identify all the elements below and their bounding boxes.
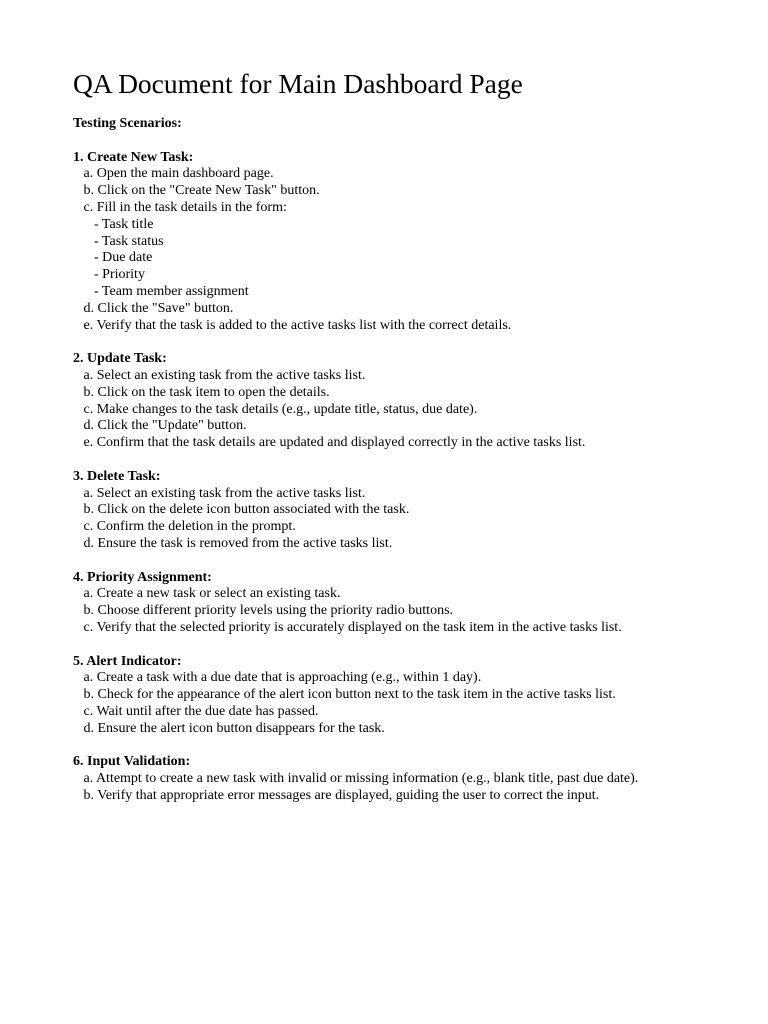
text-line: d. Ensure the task is removed from the active tasks list. (73, 535, 393, 551)
text-line: a. Select an existing task from the active tasks list. (73, 485, 366, 501)
text-line: c. Verify that the selected priority is accurately displayed on the task item in the active tasks list. (73, 619, 622, 635)
text-line: - Priority (73, 267, 145, 283)
text-line: a. Create a task with a due date that is approaching (e.g., within 1 day). (73, 670, 482, 686)
text-line: - Team member assignment (73, 283, 249, 299)
text-line: a. Open the main dashboard page. (73, 166, 274, 182)
blank-line (73, 334, 713, 351)
text-line: e. Verify that the task is added to the active tasks list with the correct details. (73, 317, 512, 333)
text-line: d. Click the "Save" button. (73, 300, 234, 316)
text-line: - Task title (73, 216, 154, 232)
text-line: a. Select an existing task from the active tasks list. (73, 367, 366, 383)
text-line: a. Attempt to create a new task with invalid or missing information (e.g., blank title, past due date). (73, 771, 639, 787)
document-body (73, 116, 713, 805)
section-heading: 3. Delete Task: (73, 468, 161, 484)
text-line: e. Confirm that the task details are updated and displayed correctly in the active tasks list. (73, 435, 586, 451)
section-heading: 4. Priority Assignment: (73, 569, 212, 585)
section-heading: 6. Input Validation: (73, 754, 191, 770)
text-line: b. Check for the appearance of the alert icon button next to the task item in the active tasks list. (73, 687, 616, 703)
section-heading: 5. Alert Indicator: (73, 653, 182, 669)
text-line: b. Click on the delete icon button associated with the task. (73, 502, 410, 518)
text-line: c. Wait until after the due date has passed. (73, 703, 319, 719)
text-line: - Task status (73, 233, 164, 249)
page-title: QA Document for Main Dashboard Page (73, 68, 523, 99)
text-line: a. Create a new task or select an existing task. (73, 586, 341, 602)
text-line: c. Fill in the task details in the form: (73, 199, 287, 215)
section-heading: Testing Scenarios: (73, 116, 182, 131)
text-line: c. Make changes to the task details (e.g., update title, status, due date). (73, 401, 478, 417)
text-line: b. Verify that appropriate error messages are displayed, guiding the user to correct the input. (73, 787, 600, 803)
text-line: b. Choose different priority levels using the priority radio buttons. (73, 603, 454, 619)
blank-line (73, 737, 713, 754)
blank-line (73, 452, 713, 469)
text-line: b. Click on the "Create New Task" button. (73, 183, 320, 199)
document-page (73, 66, 713, 805)
text-line: - Due date (73, 250, 153, 266)
blank-line (73, 133, 713, 150)
text-line: c. Confirm the deletion in the prompt. (73, 519, 296, 535)
text-line: d. Ensure the alert icon button disappears for the task. (73, 720, 385, 736)
text-line: b. Click on the task item to open the details. (73, 384, 330, 400)
section-heading: 1. Create New Task: (73, 149, 194, 165)
blank-line (73, 637, 713, 654)
section-heading: 2. Update Task: (73, 351, 167, 367)
text-line: d. Click the "Update" button. (73, 418, 247, 434)
blank-line (73, 553, 713, 570)
